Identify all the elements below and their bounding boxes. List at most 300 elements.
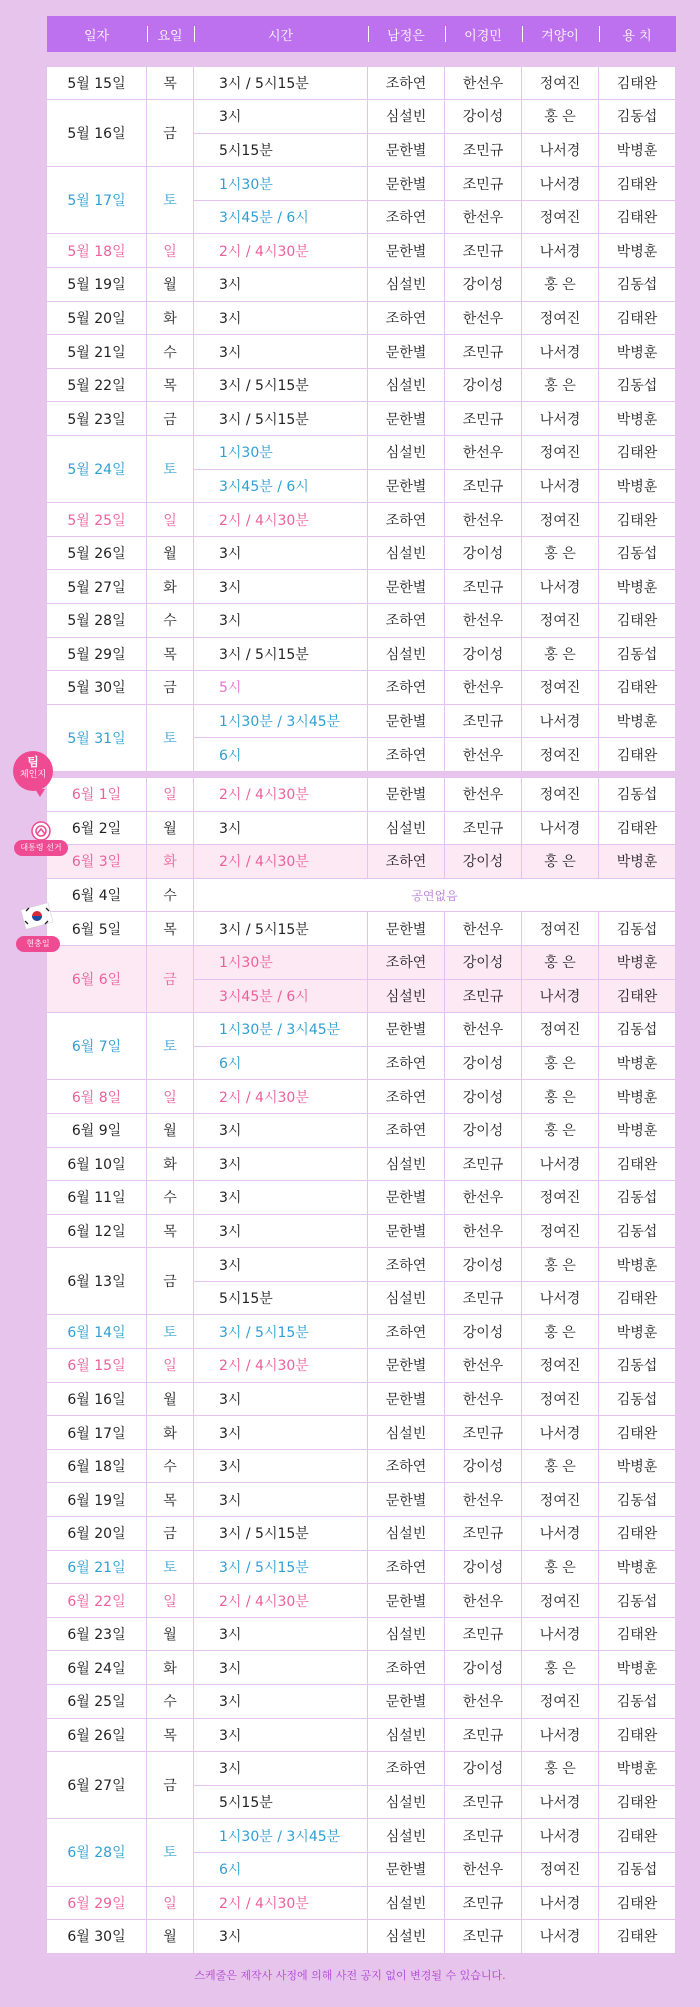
cast-cell: 문한별 [368,469,445,503]
weekday-cell: 금 [147,671,194,705]
date-cell: 6월 15일 [47,1349,147,1383]
cast-cell: 정여진 [522,912,599,946]
weekday-cell: 월 [147,1920,194,1954]
cast-cell: 심설빈 [368,1617,445,1651]
table-row [47,1651,676,1685]
cast-cell: 박병훈 [599,1449,676,1483]
table-row [47,436,676,470]
cast-cell: 조하연 [368,1752,445,1786]
time-cell: 6시 [194,1046,368,1080]
time-cell: 3시 [194,536,368,570]
date-cell: 5월 16일 [47,100,147,167]
cast-cell: 나서경 [522,1785,599,1819]
cast-cell: 문한별 [368,1483,445,1517]
cast-cell: 정여진 [522,1584,599,1618]
table-row [47,1517,676,1551]
time-cell: 1시30분 [194,436,368,470]
date-cell: 6월 22일 [47,1584,147,1618]
time-cell: 3시 / 5시15분 [194,1315,368,1349]
cast-cell: 김동섭 [599,1584,676,1618]
time-cell: 1시30분 [194,167,368,201]
weekday-cell: 일 [147,1080,194,1114]
time-cell: 3시 [194,1449,368,1483]
weekday-cell: 월 [147,1617,194,1651]
cast-cell: 박병훈 [599,1315,676,1349]
date-cell: 5월 23일 [47,402,147,436]
cast-cell: 문한별 [368,777,445,811]
weekday-cell: 화 [147,1651,194,1685]
cast-cell: 문한별 [368,234,445,268]
time-cell: 2시 / 4시30분 [194,1584,368,1618]
cast-cell: 김동섭 [599,777,676,811]
cast-cell: 문한별 [368,1852,445,1886]
date-cell: 6월 5일 [47,912,147,946]
date-cell: 5월 30일 [47,671,147,705]
cast-cell: 심설빈 [368,1416,445,1450]
date-cell: 6월 25일 [47,1685,147,1719]
cast-cell: 조하연 [368,845,445,879]
cast-cell: 나서경 [522,704,599,738]
time-cell: 2시 / 4시30분 [194,1080,368,1114]
weekday-cell: 일 [147,1584,194,1618]
weekday-cell: 월 [147,1382,194,1416]
date-cell: 6월 28일 [47,1819,147,1886]
cast-cell: 홍 은 [522,845,599,879]
cast-cell: 정여진 [522,671,599,705]
team-marker-sub: 체인지 [19,770,47,780]
cast-cell: 홍 은 [522,1080,599,1114]
cast-cell: 심설빈 [368,979,445,1013]
date-cell: 5월 22일 [47,368,147,402]
time-cell: 6시 [194,1852,368,1886]
table-row [47,1550,676,1584]
cast-cell: 박병훈 [599,570,676,604]
table-row [47,704,676,738]
time-cell: 3시45분 / 6시 [194,979,368,1013]
cast-cell: 김동섭 [599,1013,676,1047]
cast-cell: 조하연 [368,1651,445,1685]
cast-cell: 나서경 [522,811,599,845]
table-row [47,1080,676,1114]
cast-cell: 김동섭 [599,1181,676,1215]
weekday-cell: 목 [147,368,194,402]
cast-cell: 김동섭 [599,1214,676,1248]
date-cell: 6월 17일 [47,1416,147,1450]
cast-cell: 김태완 [599,301,676,335]
weekday-cell: 금 [147,1248,194,1315]
weekday-cell: 일 [147,777,194,811]
weekday-cell: 금 [147,100,194,167]
cast-cell: 나서경 [522,1920,599,1954]
cast-cell: 정여진 [522,1181,599,1215]
cast-cell: 김태완 [599,811,676,845]
cast-cell: 심설빈 [368,100,445,134]
cast-cell: 김동섭 [599,268,676,302]
date-cell: 6월 11일 [47,1181,147,1215]
date-cell: 6월 1일 [47,777,147,811]
time-cell: 2시 / 4시30분 [194,1349,368,1383]
time-cell: 1시30분 / 3시45분 [194,1819,368,1853]
weekday-cell: 토 [147,1013,194,1080]
date-cell: 5월 26일 [47,536,147,570]
cast-cell: 강이성 [445,536,522,570]
cast-cell: 한선우 [445,1013,522,1047]
cast-cell: 문한별 [368,704,445,738]
election-tag: 대통령 선거 [14,840,68,856]
cast-cell: 나서경 [522,335,599,369]
cast-cell: 정여진 [522,1483,599,1517]
table-row [47,100,676,134]
cast-cell: 조민규 [445,167,522,201]
cast-cell: 한선우 [445,436,522,470]
table-row [47,912,676,946]
cast-cell: 한선우 [445,1214,522,1248]
table-row [47,1416,676,1450]
cast-cell: 조하연 [368,1315,445,1349]
weekday-cell: 수 [147,335,194,369]
table-row [47,234,676,268]
team-marker-title: 팀 [27,755,39,769]
weekday-cell: 토 [147,704,194,771]
cast-cell: 강이성 [445,1046,522,1080]
time-cell: 3시 [194,1617,368,1651]
header-cell: 용 치 [599,16,676,52]
date-cell: 6월 13일 [47,1248,147,1315]
date-cell: 5월 21일 [47,335,147,369]
cast-cell: 김태완 [599,979,676,1013]
cast-cell: 김태완 [599,200,676,234]
time-cell: 3시45분 / 6시 [194,200,368,234]
cast-cell: 심설빈 [368,811,445,845]
cast-cell: 조민규 [445,402,522,436]
header-cell: 겨양이 [522,16,599,52]
table-row [47,811,676,845]
cast-cell: 한선우 [445,671,522,705]
cast-cell: 김태완 [599,66,676,100]
weekday-cell: 목 [147,912,194,946]
cast-cell: 김동섭 [599,536,676,570]
cast-cell: 홍 은 [522,1248,599,1282]
time-cell: 2시 / 4시30분 [194,503,368,537]
cast-cell: 한선우 [445,777,522,811]
cast-cell: 한선우 [445,1685,522,1719]
table-row [47,301,676,335]
weekday-cell: 화 [147,570,194,604]
table-row [47,503,676,537]
weekday-cell: 일 [147,1886,194,1920]
date-cell: 6월 3일 [47,845,147,879]
date-cell: 6월 10일 [47,1147,147,1181]
date-cell: 6월 27일 [47,1752,147,1819]
date-cell: 6월 14일 [47,1315,147,1349]
date-cell: 6월 6일 [47,945,147,1012]
cast-cell: 조하연 [368,604,445,638]
weekday-cell: 수 [147,604,194,638]
cast-cell: 강이성 [445,637,522,671]
cast-cell: 문한별 [368,402,445,436]
cast-cell: 김태완 [599,1416,676,1450]
table-row [47,536,676,570]
header-cell: 시간 [194,16,368,52]
header-cell: 일자 [47,16,147,52]
cast-cell: 김동섭 [599,1685,676,1719]
date-cell: 6월 18일 [47,1449,147,1483]
memorial-marker [14,899,60,955]
date-cell: 5월 29일 [47,637,147,671]
time-cell: 3시 / 5시15분 [194,637,368,671]
cast-cell: 강이성 [445,100,522,134]
cast-cell: 박병훈 [599,1248,676,1282]
table-row [47,1819,676,1853]
date-cell: 6월 23일 [47,1617,147,1651]
cast-cell: 정여진 [522,1013,599,1047]
cast-cell: 강이성 [445,1550,522,1584]
time-cell: 3시 [194,570,368,604]
weekday-cell: 토 [147,436,194,503]
no-show-cell: 공연없음 [194,878,676,912]
table-row [47,878,676,912]
cast-cell: 나서경 [522,234,599,268]
cast-cell: 김태완 [599,436,676,470]
table-row [47,368,676,402]
cast-cell: 조하연 [368,1449,445,1483]
cast-cell: 박병훈 [599,402,676,436]
cast-cell: 문한별 [368,570,445,604]
cast-cell: 조하연 [368,66,445,100]
weekday-cell: 금 [147,1517,194,1551]
time-cell: 3시 [194,1685,368,1719]
cast-cell: 조민규 [445,335,522,369]
time-cell: 2시 / 4시30분 [194,845,368,879]
table-row [47,671,676,705]
cast-cell: 조민규 [445,1281,522,1315]
cast-cell: 박병훈 [599,945,676,979]
cast-cell: 문한별 [368,335,445,369]
weekday-cell: 월 [147,1113,194,1147]
time-cell: 5시 [194,671,368,705]
cast-cell: 홍 은 [522,1113,599,1147]
cast-cell: 김동섭 [599,100,676,134]
header-cell: 남정은 [368,16,445,52]
date-cell: 6월 24일 [47,1651,147,1685]
weekday-cell: 토 [147,167,194,234]
date-cell: 5월 24일 [47,436,147,503]
cast-cell: 조하연 [368,503,445,537]
table-row [47,1617,676,1651]
time-cell: 3시 / 5시15분 [194,912,368,946]
time-cell: 3시 / 5시15분 [194,1550,368,1584]
cast-cell: 정여진 [522,1685,599,1719]
weekday-cell: 월 [147,811,194,845]
cast-cell: 나서경 [522,167,599,201]
cast-cell: 강이성 [445,1752,522,1786]
cast-cell: 나서경 [522,1819,599,1853]
cast-cell: 한선우 [445,66,522,100]
footer-notice: 스케줄은 제작사 사정에 의해 사전 공지 없이 변경될 수 있습니다. [194,1969,506,1982]
cast-cell: 정여진 [522,66,599,100]
table-row [47,570,676,604]
cast-cell: 김태완 [599,167,676,201]
cast-cell: 조민규 [445,469,522,503]
time-cell: 3시 [194,1248,368,1282]
cast-cell: 김태완 [599,604,676,638]
weekday-cell: 화 [147,301,194,335]
cast-cell: 박병훈 [599,845,676,879]
table-row [47,1382,676,1416]
stamp-icon [30,820,52,842]
date-cell: 6월 4일 [47,878,147,912]
header-cell: 이경민 [445,16,522,52]
cast-cell: 정여진 [522,777,599,811]
cast-cell: 정여진 [522,436,599,470]
time-cell: 2시 / 4시30분 [194,1886,368,1920]
time-cell: 3시 [194,1214,368,1248]
time-cell: 3시 [194,1718,368,1752]
cast-cell: 나서경 [522,570,599,604]
cast-cell: 박병훈 [599,335,676,369]
weekday-cell: 수 [147,878,194,912]
time-cell: 3시 [194,1416,368,1450]
cast-cell: 정여진 [522,503,599,537]
cast-cell: 강이성 [445,1315,522,1349]
cast-cell: 문한별 [368,1685,445,1719]
cast-cell: 한선우 [445,1483,522,1517]
cast-cell: 김태완 [599,1517,676,1551]
cast-cell: 조민규 [445,1617,522,1651]
weekday-cell: 화 [147,1416,194,1450]
date-cell: 6월 26일 [47,1718,147,1752]
table-row [47,1886,676,1920]
date-cell: 5월 19일 [47,268,147,302]
election-marker [14,820,68,860]
weekday-cell: 일 [147,503,194,537]
date-cell: 5월 25일 [47,503,147,537]
time-cell: 3시45분 / 6시 [194,469,368,503]
date-cell: 6월 16일 [47,1382,147,1416]
cast-cell: 정여진 [522,604,599,638]
weekday-cell: 목 [147,1214,194,1248]
time-cell: 3시 [194,1113,368,1147]
cast-cell: 나서경 [522,979,599,1013]
weekday-cell: 금 [147,1752,194,1819]
table-row [47,1483,676,1517]
weekday-cell: 월 [147,268,194,302]
table-row [47,1920,676,1954]
cast-cell: 나서경 [522,133,599,167]
cast-cell: 조민규 [445,234,522,268]
cast-cell: 김동섭 [599,1852,676,1886]
cast-cell: 조하연 [368,671,445,705]
time-cell: 3시 [194,301,368,335]
time-cell: 3시 / 5시15분 [194,1517,368,1551]
time-cell: 3시 [194,1651,368,1685]
cast-cell: 한선우 [445,1852,522,1886]
cast-cell: 한선우 [445,912,522,946]
time-cell: 3시 [194,604,368,638]
weekday-cell: 월 [147,536,194,570]
weekday-cell: 일 [147,1349,194,1383]
weekday-cell: 목 [147,637,194,671]
cast-cell: 심설빈 [368,536,445,570]
weekday-cell: 수 [147,1181,194,1215]
cast-cell: 김동섭 [599,637,676,671]
cast-cell: 심설빈 [368,1517,445,1551]
time-cell: 5시15분 [194,1281,368,1315]
table-row [47,1013,676,1047]
time-cell: 3시 [194,1181,368,1215]
date-cell: 5월 15일 [47,66,147,100]
table-row [47,845,676,879]
time-cell: 2시 / 4시30분 [194,234,368,268]
cast-cell: 조민규 [445,1819,522,1853]
cast-cell: 박병훈 [599,1651,676,1685]
cast-cell: 심설빈 [368,368,445,402]
cast-cell: 정여진 [522,1349,599,1383]
cast-cell: 나서경 [522,469,599,503]
cast-cell: 강이성 [445,1113,522,1147]
team-change-marker [13,751,53,791]
date-cell: 6월 9일 [47,1113,147,1147]
cast-cell: 조민규 [445,811,522,845]
table-row [47,1113,676,1147]
cast-cell: 홍 은 [522,945,599,979]
time-cell: 5시15분 [194,133,368,167]
time-cell: 3시 [194,1382,368,1416]
weekday-cell: 수 [147,1449,194,1483]
cast-cell: 강이성 [445,268,522,302]
date-cell: 5월 18일 [47,234,147,268]
cast-cell: 조하연 [368,1080,445,1114]
weekday-cell: 목 [147,66,194,100]
date-cell: 6월 7일 [47,1013,147,1080]
cast-cell: 한선우 [445,1382,522,1416]
cast-cell: 강이성 [445,945,522,979]
table-row [47,167,676,201]
cast-cell: 박병훈 [599,1046,676,1080]
cast-cell: 심설빈 [368,1920,445,1954]
cast-cell: 홍 은 [522,1046,599,1080]
cast-cell: 나서경 [522,402,599,436]
table-row [47,1181,676,1215]
cast-cell: 박병훈 [599,133,676,167]
cast-cell: 나서경 [522,1718,599,1752]
cast-cell: 조민규 [445,133,522,167]
cast-cell: 조민규 [445,1886,522,1920]
cast-cell: 나서경 [522,1147,599,1181]
date-cell: 5월 28일 [47,604,147,638]
cast-cell: 문한별 [368,167,445,201]
weekday-cell: 화 [147,845,194,879]
cast-cell: 김동섭 [599,368,676,402]
cast-cell: 김동섭 [599,1483,676,1517]
time-cell: 1시30분 [194,945,368,979]
cast-cell: 정여진 [522,301,599,335]
cast-cell: 강이성 [445,1449,522,1483]
cast-cell: 홍 은 [522,268,599,302]
cast-cell: 정여진 [522,200,599,234]
date-cell: 6월 20일 [47,1517,147,1551]
table-row [47,1315,676,1349]
weekday-cell: 목 [147,1483,194,1517]
cast-cell: 한선우 [445,604,522,638]
table-row [47,1449,676,1483]
cast-cell: 한선우 [445,1181,522,1215]
time-cell: 1시30분 / 3시45분 [194,704,368,738]
table-row [47,1147,676,1181]
cast-cell: 조민규 [445,570,522,604]
cast-cell: 김태완 [599,1886,676,1920]
cast-cell: 심설빈 [368,268,445,302]
